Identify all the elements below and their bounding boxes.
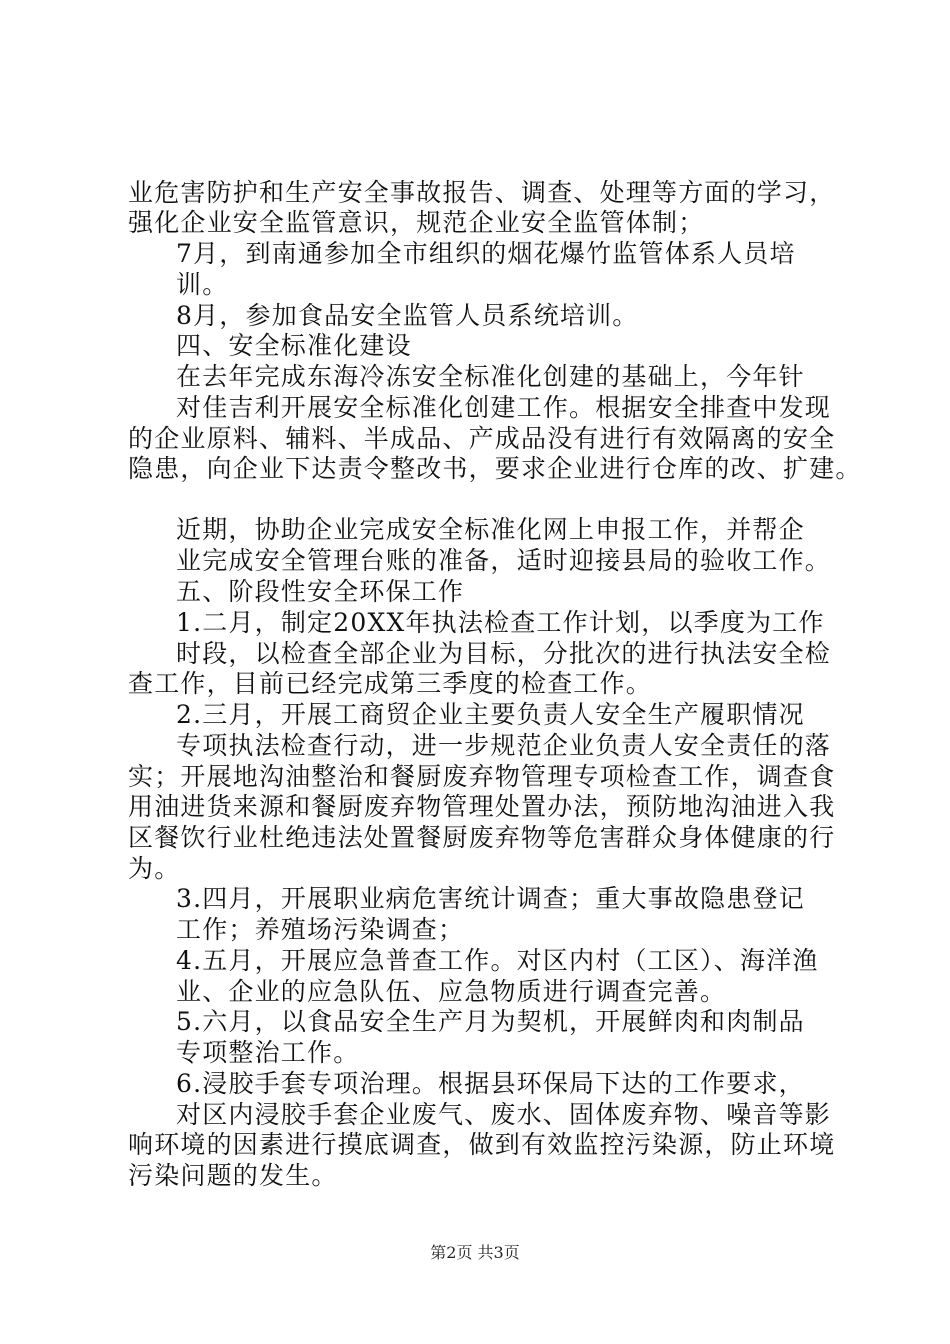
text-line: 6.浸胶手套专项治理。根据县环保局下达的工作要求， (176, 1069, 805, 1098)
text-line: 时段，以检查全部企业为目标，分批次的进行执法安全检 (176, 639, 832, 668)
text-line: 用油进货来源和餐厨废弃物管理处置办法，预防地沟油进入我 (128, 792, 836, 821)
section-heading: 四、安全标准化建设 (176, 331, 412, 360)
text-line: 工作；养殖场污染调查； (176, 915, 465, 944)
text-line: 污染问题的发生。 (128, 1161, 338, 1190)
text-line: 强化企业安全监管意识，规范企业安全监管体制； (128, 208, 705, 237)
text-line: 为。 (128, 854, 181, 883)
section-heading: 五、阶段性安全环保工作 (176, 577, 465, 606)
text-line: 隐患，向企业下达责令整改书，要求企业进行仓库的改、扩建。 (128, 454, 862, 483)
text-line: 的企业原料、辅料、半成品、产成品没有进行有效隔离的安全 (128, 424, 836, 453)
text-line: 1.二月，制定20XX年执法检查工作计划，以季度为工作 (176, 608, 825, 637)
text-line: 对区内浸胶手套企业废气、废水、固体废弃物、噪音等影 (176, 1100, 832, 1129)
text-line: 4.五月，开展应急普查工作。对区内村（工区）、海洋渔 (176, 946, 819, 975)
text-line: 近期，协助企业完成安全标准化网上申报工作，并帮企 (176, 515, 805, 544)
text-line: 实；开展地沟油整治和餐厨废弃物管理专项检查工作，调查食 (128, 762, 836, 791)
text-line: 8月，参加食品安全监管人员系统培训。 (176, 301, 639, 330)
text-line: 2.三月，开展工商贸企业主要负责人安全生产履职情况 (176, 700, 805, 729)
text-line: 在去年完成东海冷冻安全标准化创建的基础上，今年针 (176, 362, 805, 391)
text-line: 业危害防护和生产安全事故报告、调查、处理等方面的学习， (128, 178, 836, 207)
text-line: 业、企业的应急队伍、应急物质进行调查完善。 (176, 977, 727, 1006)
text-line: 对佳吉利开展安全标准化创建工作。根据安全排查中发现 (176, 393, 832, 422)
text-line: 训。 (176, 270, 229, 299)
text-line: 专项执法检查行动，进一步规范企业负责人安全责任的落 (176, 731, 832, 760)
page-number-footer: 第2页 共3页 (430, 1243, 520, 1262)
text-line: 业完成安全管理台账的准备，适时迎接县局的验收工作。 (176, 546, 832, 575)
text-line: 查工作，目前已经完成第三季度的检查工作。 (128, 669, 653, 698)
text-line: 专项整治工作。 (176, 1038, 360, 1067)
text-line: 7月，到南通参加全市组织的烟花爆竹监管体系人员培 (176, 239, 796, 268)
text-line: 区餐饮行业杜绝违法处置餐厨废弃物等危害群众身体健康的行 (128, 823, 836, 852)
text-line: 5.六月，以食品安全生产月为契机，开展鲜肉和肉制品 (176, 1007, 805, 1036)
text-line: 3.四月，开展职业病危害统计调查；重大事故隐患登记 (176, 884, 805, 913)
text-line: 响环境的因素进行摸底调查，做到有效监控污染源，防止环境 (128, 1130, 836, 1159)
